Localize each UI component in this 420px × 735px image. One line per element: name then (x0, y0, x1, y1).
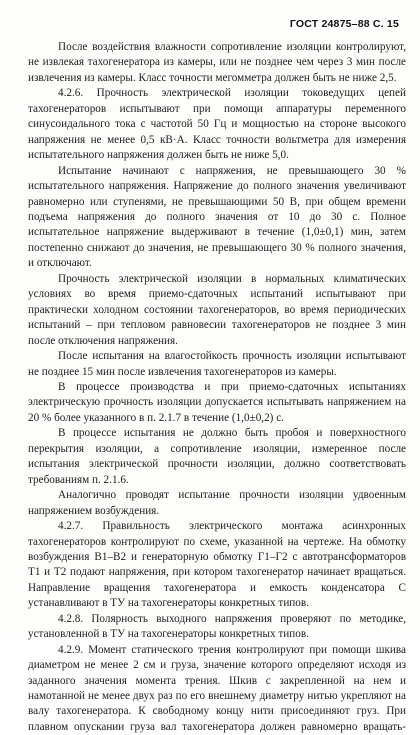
paragraph-no-breakdown: В процессе испытания не должно быть пробоя и поверхностного перекрытия изоляции, а сопротивление изоляции, измеренное после испытания электрической прочности изоляции, должно соответствовать требованиям п. 2.1.6. (28, 427, 406, 486)
body-text (28, 40, 406, 735)
paragraph-production-test: В процессе производства и при приемо-сдаточных испытаниях электрическую прочность изоляции допускается испытывать напряжением на 20 % более указанного в п. 2.1.7 в течение (1,0±0,2) с. (28, 380, 406, 424)
paragraph-climatic-conditions: Прочность электрической изоляции в нормальных климатических условиях во время приемо-сдаточных испытаний испытывают при практически холодном состоянии тахогенераторов, во время периодических испытаний – при тепловом равновесии тахогенераторов не позднее 3 мин после отключения напряжения. (28, 272, 406, 347)
paragraph-4-2-6: 4.2.6. Прочность электрической изоляции токоведущих цепей тахогенераторов испытывают при помощи аппаратуры переменного синусоидального тока с частотой 50 Гц и мощностью на стороне высокого напряжения не менее 0,5 кВ·А. Класс точности вольтметра для измерения испытательного напряжения должен быть не ниже 5,0. (28, 87, 406, 162)
page-header: ГОСТ 24875–88 С. 15 (289, 18, 399, 30)
paragraph-4-2-8: 4.2.8. Полярность выходного напряжения проверяют по методике, установленной в ТУ на тахогенераторы конкретных типов. (28, 612, 406, 641)
paragraph-test-procedure: Испытание начинают с напряжения, не превышающего 30 % испытательного напряжения. Напряжение до полного значения увеличивают равномерно или ступенями, не превышающими 50 В, при общем времени подъема напряжения до полного значения от 10 до 30 с. Полное испытательное напряжение выдерживают в течение (1,0±0,1) мин, затем постепенно снижают до значения, не превышающего 30 % полного значения, и отключают. (28, 164, 406, 270)
paragraph-4-2-9: 4.2.9. Момент статического трения контролируют при помощи шкива диаметром не менее 2 см и груза, значение которого определяют исходя из заданного значения момента трения. Шкив с закрепленной на нем и намотанной не менее двух раз по его внешнему диаметру нитью укрепляют на валу тахогенератора. К свободному концу нити присоединяют груз. При плавном опускании груза вал тахогенератора должен равномерно вращать- (28, 643, 406, 733)
paragraph-4-2-7: 4.2.7. Правильность электрического монтажа асинхронных тахогенераторов контролируют по схеме, указанной на чертеже. На обмотку возбуждения В1–В2 и генераторную обмотку Г1–Г2 с автотрансформаторов Т1 и Т2 подают напряжения, при котором тахогенератор начинает вращаться. Направление вращения тахогенератора и емкость конденсатора С устанавливают в ТУ на тахогенераторы конкретных типов. (28, 520, 406, 610)
paragraph-double-voltage: Аналогично проводят испытание прочности изоляции удвоенным напряжением возбуждения. (28, 489, 406, 517)
paragraph-after-moisture-test: После испытания на влагостойкость прочность изоляции испытывают не позднее 15 мин после извлечения тахогенераторов из камеры. (28, 350, 406, 378)
paragraph-humidity-insulation: После воздействия влажности сопротивление изоляции контролируют, не извлекая тахогенератора из камеры, или не позднее чем через 3 мин после извлечения из камеры. Класс точности мегомметра должен быть не ниже 2,5. (28, 41, 406, 84)
